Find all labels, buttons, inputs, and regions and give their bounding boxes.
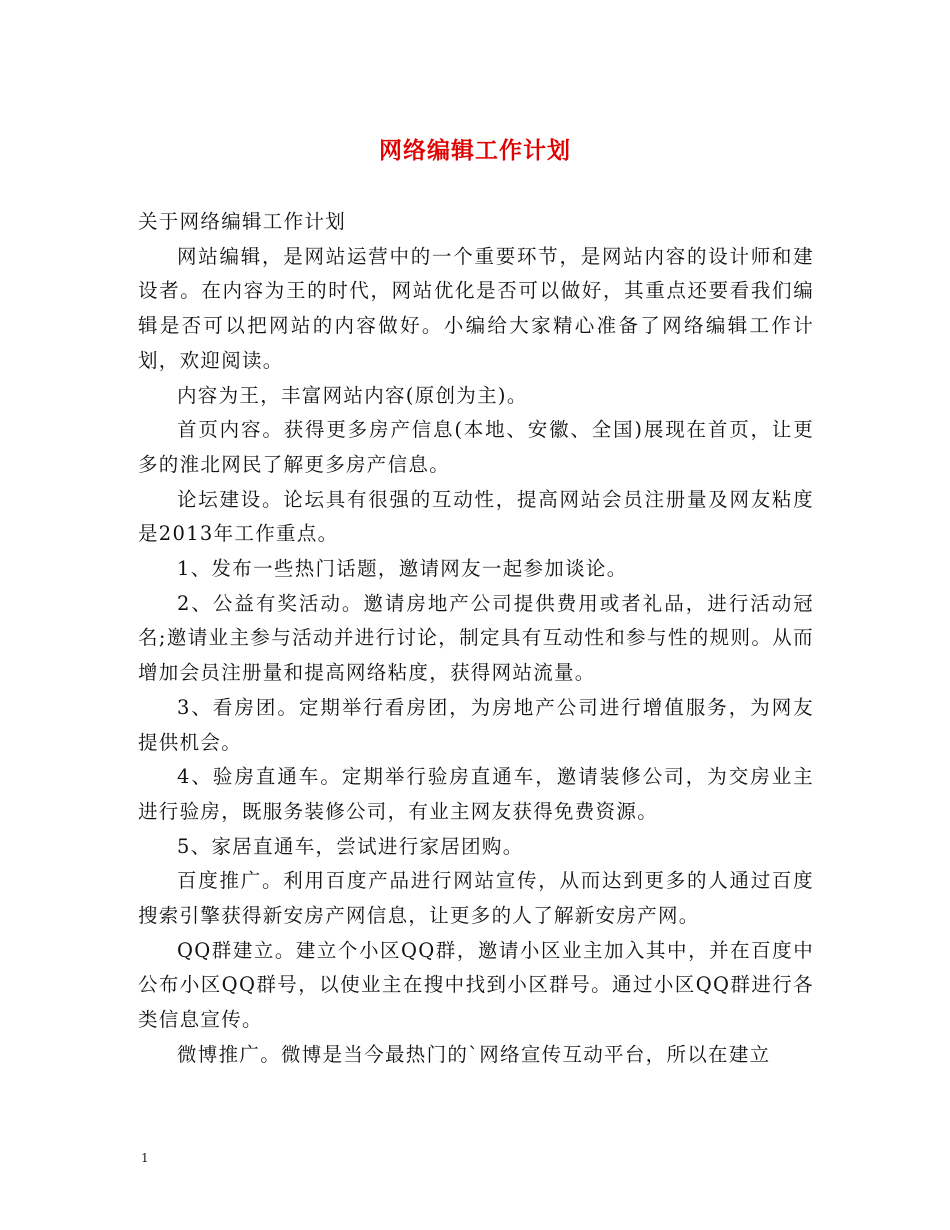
page-number: 1 — [141, 1151, 149, 1165]
paragraph: 内容为王，丰富网站内容(原创为主)。 — [177, 383, 528, 407]
paragraph: QQ群建立。建立个小区QQ群，邀请小区业主加入其中，并在百度中公布小区QQ群号，以使业主在搜中找到小区群号。通过小区QQ群进行各类信息宣传。 — [138, 938, 814, 1032]
paragraph: 5、家居直通车，尝试进行家居团购。 — [177, 834, 524, 858]
paragraph: 3、看房团。定期举行看房团，为房地产公司进行增值服务，为网友提供机会。 — [138, 695, 814, 754]
paragraph: 微博推广。微博是当今最热门的`网络宣传互动平台，所以在建立 — [177, 1042, 771, 1066]
paragraph: 网站编辑，是网站运营中的一个重要环节，是网站内容的设计师和建设者。在内容为王的时代，网站优化是否可以做好，其重点还要看我们编辑是否可以把网站的内容做好。小编给大家精心准备了网络编辑工作计划，欢迎阅读。 — [138, 244, 814, 372]
document-title: 网络编辑工作计划 — [379, 138, 571, 164]
paragraph: 1、发布一些热门话题，邀请网友一起参加谈论。 — [177, 557, 628, 581]
paragraph: 2、公益有奖活动。邀请房地产公司提供费用或者礼品，进行活动冠名;邀请业主参与活动并进行讨论，制定具有互动性和参与性的规则。从而增加会员注册量和提高网络粘度，获得网站流量。 — [138, 591, 814, 685]
paragraph: 百度推广。利用百度产品进行网站宣传，从而达到更多的人通过百度搜索引擎获得新安房产网信息，让更多的人了解新安房产网。 — [138, 869, 814, 928]
paragraph: 关于网络编辑工作计划 — [138, 210, 347, 233]
paragraph: 论坛建设。论坛具有很强的互动性，提高网站会员注册量及网友粘度是2013年工作重点。 — [138, 487, 814, 546]
document-body — [138, 205, 814, 1073]
paragraph: 4、验房直通车。定期举行验房直通车，邀请装修公司，为交房业主进行验房，既服务装修公司，有业主网友获得免费资源。 — [138, 765, 814, 823]
paragraph: 首页内容。获得更多房产信息(本地、安徽、全国)展现在首页，让更多的淮北网民了解更多房产信息。 — [138, 418, 814, 476]
